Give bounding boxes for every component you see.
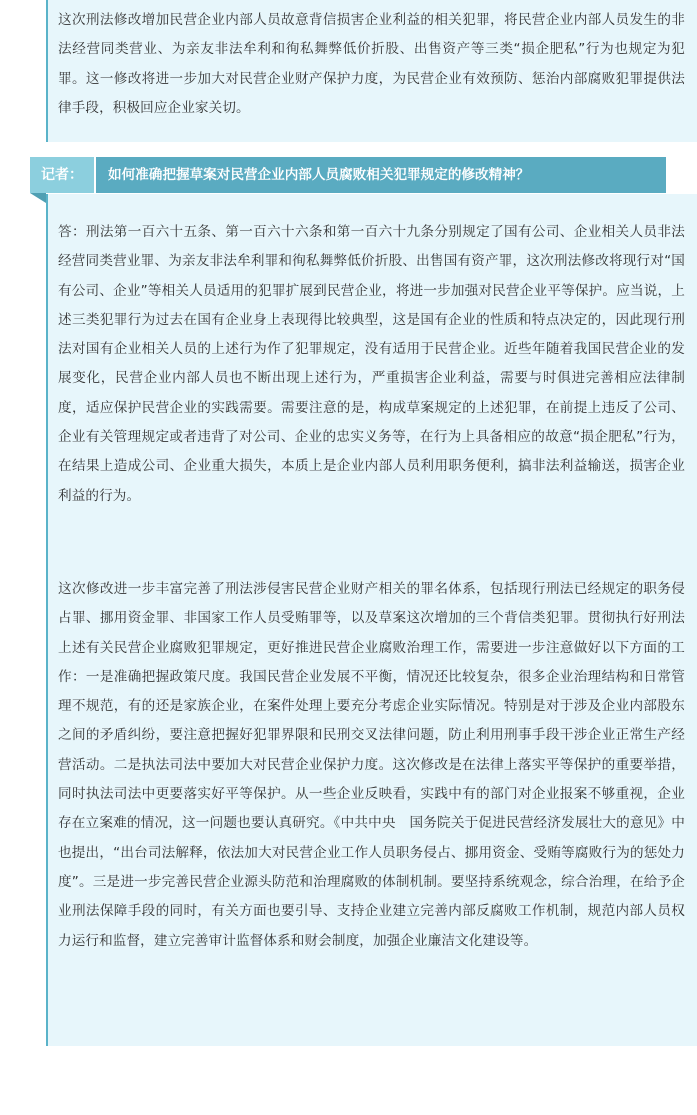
answer-paragraph-2: 这次修改进一步丰富完善了刑法涉侵害民营企业财产相关的罪名体系，包括现行刑法已经规定的职务侵占罪、挪用资金罪、非国家工作人员受贿罪等，以及草案这次增加的三个背信类犯罪。贯彻执行好刑法上述有关民营企业腐败犯罪规定，更好推进民营企业腐败治理工作，需要进一步注意做好以下方面的工作：一是准确把握政策尺度。我国民营企业发展不平衡，情况还比较复杂，很多企业治理结构和日常管理不规范，有的还是家族企业，在案件处理上要充分考虑企业实际情况。特别是对于涉及企业内部股东之间的矛盾纠纷，要注意把握好犯罪界限和民刑交叉法律问题，防止利用刑事手段干涉企业正常生产经营活动。二是执法司法中要加大对民营企业保护力度。这次修改是在法律上落实平等保护的重要举措，同时执法司法中更要落实好平等保护。从一些企业反映看，实践中有的部门对企业报案不够重视，企业存在立案难的情况，这一问题也要认真研究。《中共中央 国务院关于促进民营经济发展壮大的意见》中也提出，“出台司法解释，依法加大对民营企业工作人员职务侵占、挪用资金、受贿等腐败行为的惩处力度”。三是进一步完善民营企业源头防范和治理腐败的体制机制。要坚持系统观念，综合治理，在给予企业刑法保障手段的同时，有关方面也要引导、支持企业建立完善内部反腐败工作机制，规范内部人员权力运行和监督，建立完善审计监督体系和财会制度，加强企业廉洁文化建设等。 [58, 581, 685, 949]
intro-paragraph: 这次刑法修改增加民营企业内部人员故意背信损害企业利益的相关犯罪，将民营企业内部人员发生的非法经营同类营业、为亲友非法牟利和徇私舞弊低价折股、出售资产等三类“损企肥私”行为也规定为犯罪。这一修改将进一步加大对民营企业财产保护力度，为民营企业有效预防、惩治内部腐败犯罪提供法律手段，积极回应企业家关切。 [58, 12, 685, 116]
reporter-label: 记者： [30, 157, 94, 193]
reporter-question-banner [30, 157, 666, 193]
reporter-question: 如何准确把握草案对民营企业内部人员腐败相关犯罪规定的修改精神？ [96, 157, 666, 193]
banner-fold-corner [30, 193, 46, 203]
answer-paragraph-1: 答：刑法第一百六十五条、第一百六十六条和第一百六十九条分别规定了国有公司、企业相关人员非法经营同类营业罪、为亲友非法牟利罪和徇私舞弊低价折股、出售国有资产罪，这次刑法修改将现行对“国有公司、企业”等相关人员适用的犯罪扩展到民营企业，将进一步加强对民营企业平等保护。应当说，上述三类犯罪行为过去在国有企业身上表现得比较典型，这是国有企业的性质和特点决定的，因此现行刑法对国有企业相关人员的上述行为作了犯罪规定，没有适用于民营企业。近些年随着我国民营企业的发展变化，民营企业内部人员也不断出现上述行为，严重损害企业利益，需要与时俱进完善相应法律制度，适应保护民营企业的实践需要。需要注意的是，构成草案规定的上述犯罪，在前提上违反了公司、企业有关管理规定或者违背了对公司、企业的忠实义务等，在行为上具备相应的故意“损企肥私”行为，在结果上造成公司、企业重大损失，本质上是企业内部人员利用职务便利，搞非法利益输送，损害企业利益的行为。 [58, 224, 685, 504]
